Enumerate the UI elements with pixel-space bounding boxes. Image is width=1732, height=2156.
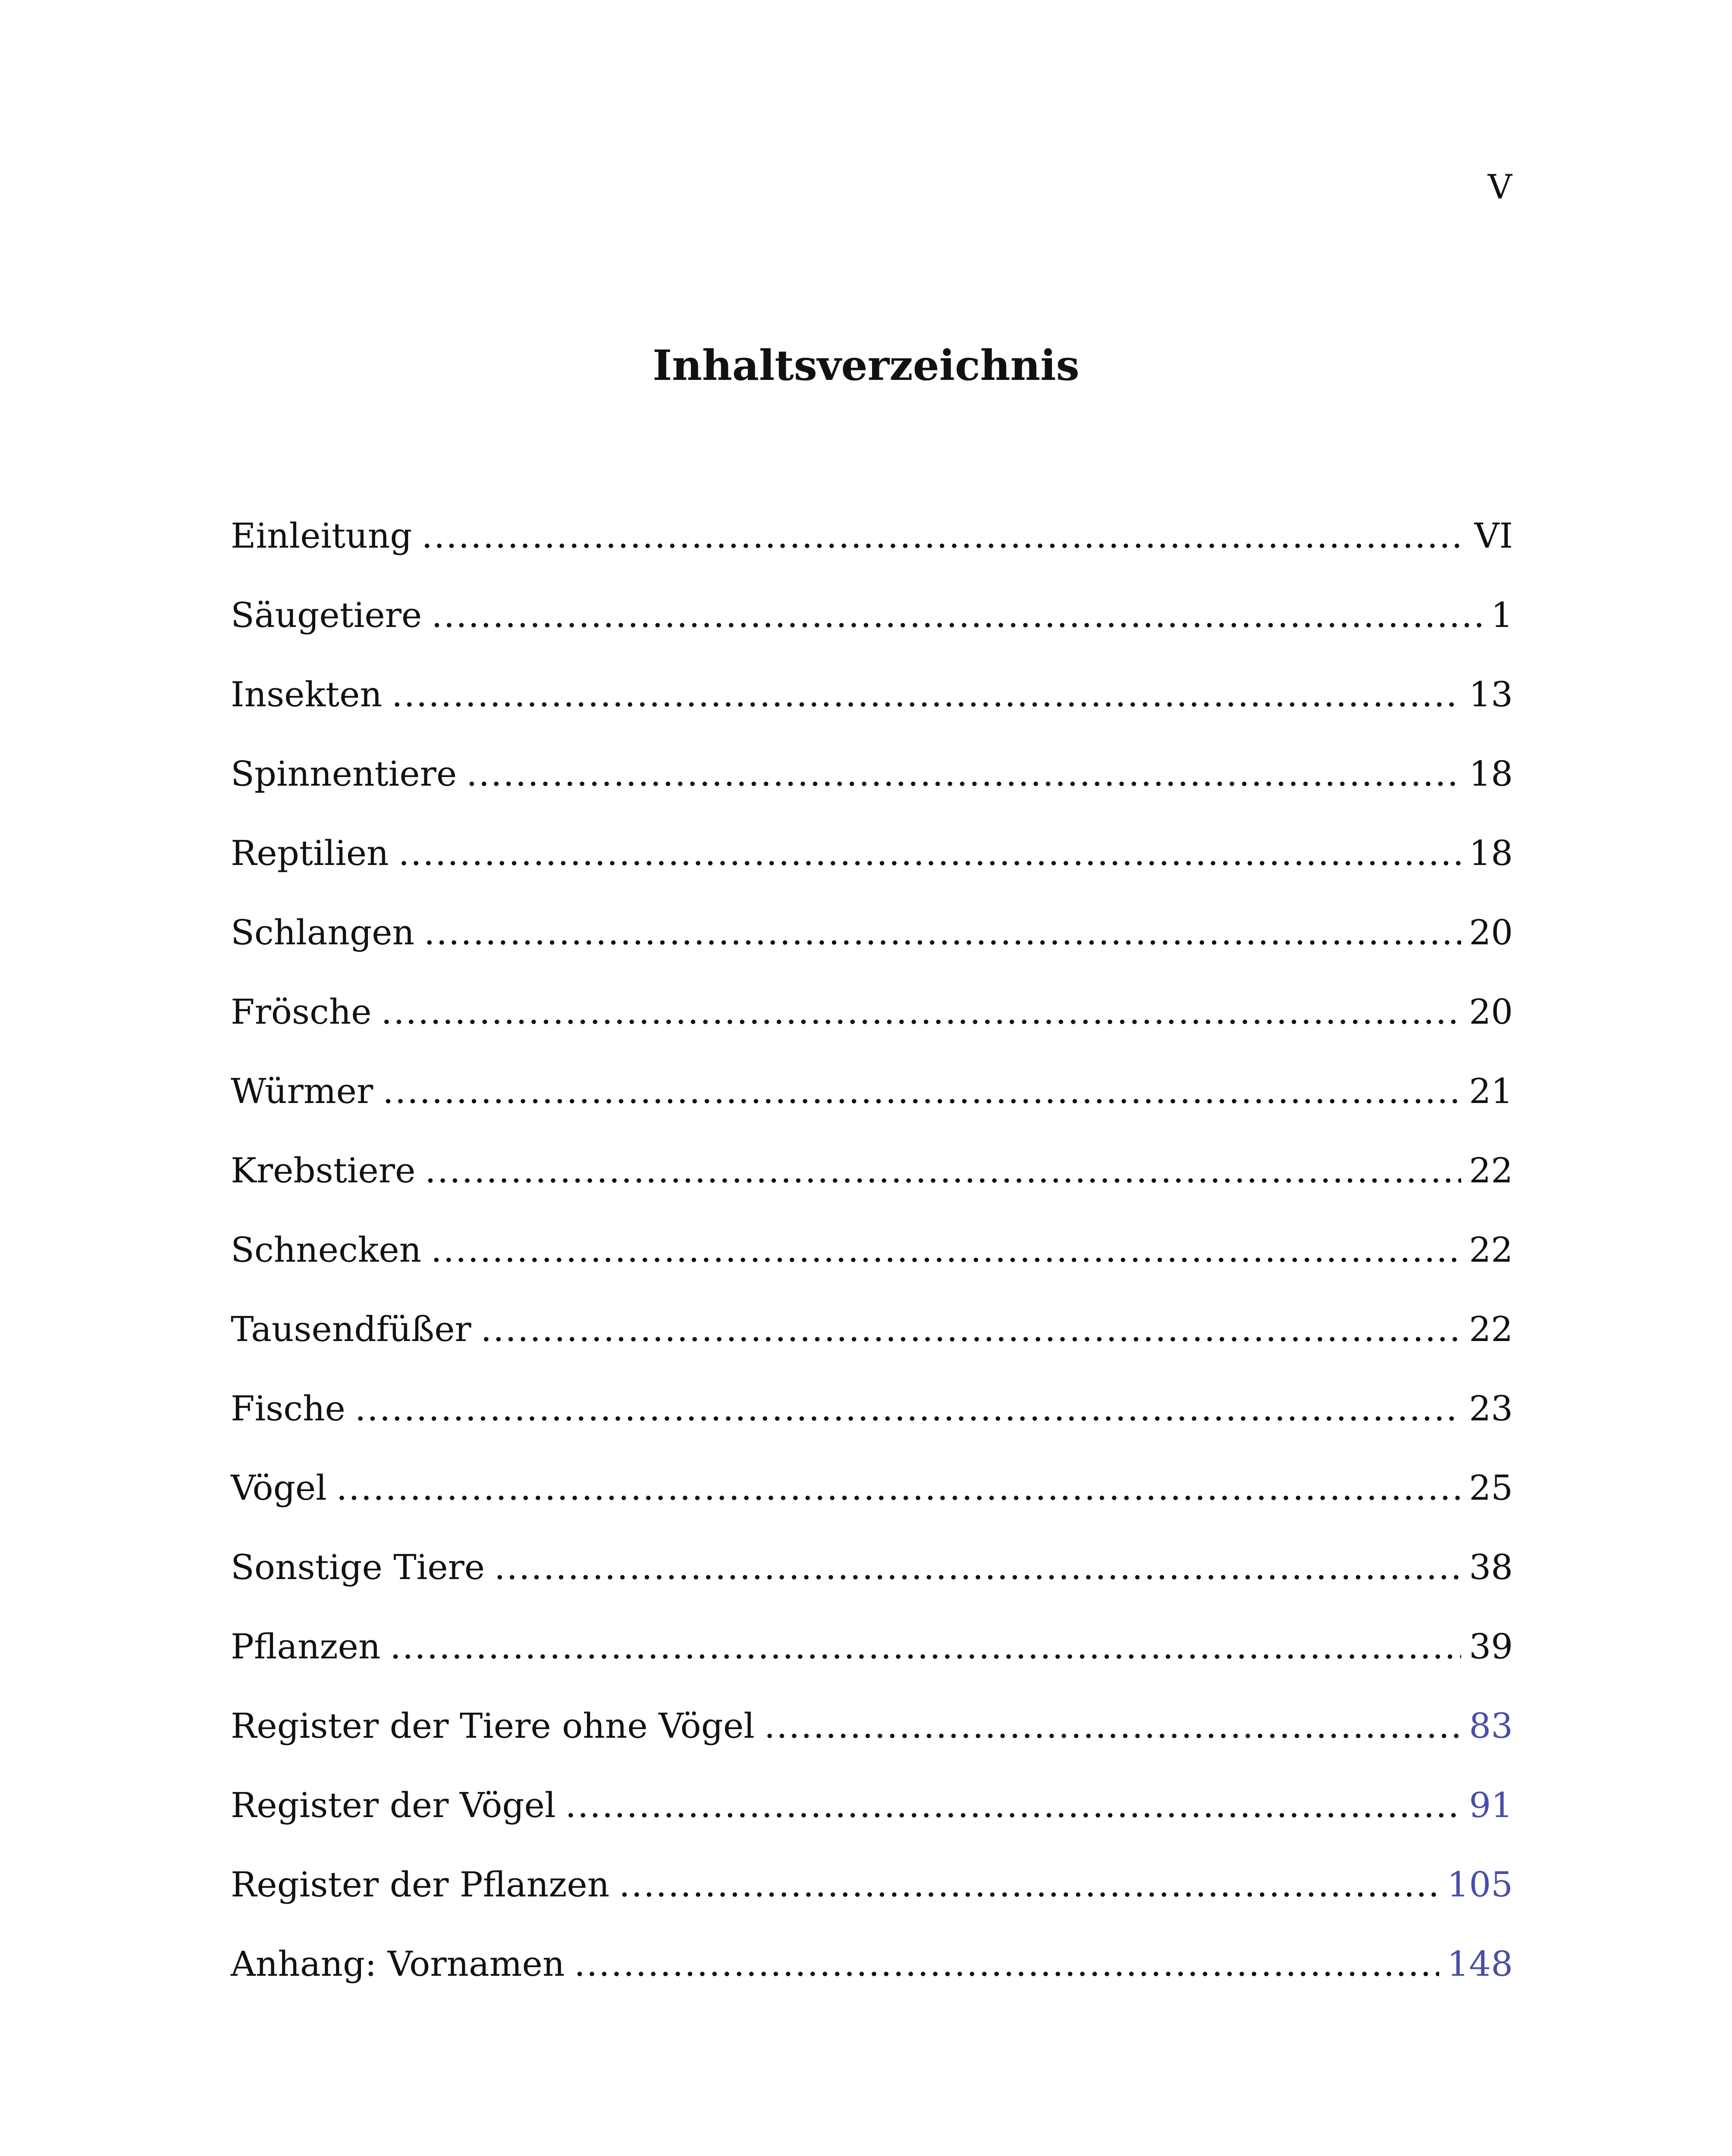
toc-leader-dots bbox=[619, 1857, 1439, 1913]
toc-entry-label: Einleitung bbox=[231, 516, 412, 556]
toc-leader-dots bbox=[574, 1936, 1439, 1992]
toc-entry-reptilien[interactable] bbox=[231, 825, 1513, 905]
toc-entry-label: Säugetiere bbox=[231, 595, 422, 635]
toc-leader-dots bbox=[383, 1063, 1461, 1119]
toc-entry-insekten[interactable] bbox=[231, 667, 1513, 746]
toc-leader-dots bbox=[565, 1777, 1462, 1833]
toc-leader-dots bbox=[764, 1698, 1461, 1754]
toc-entry-page: 21 bbox=[1469, 1071, 1513, 1111]
toc-entry-register-tiere[interactable] bbox=[231, 1698, 1513, 1777]
toc-entry-tausendfuesser[interactable] bbox=[231, 1301, 1513, 1381]
toc-entry-label: Register der Vögel bbox=[231, 1785, 556, 1825]
toc-entry-voegel[interactable] bbox=[231, 1460, 1513, 1539]
toc-entry-page: 39 bbox=[1469, 1626, 1513, 1667]
page-title: Inhaltsverzeichnis bbox=[653, 341, 1079, 390]
toc-entry-label: Vögel bbox=[231, 1468, 327, 1508]
toc-leader-dots bbox=[481, 1301, 1462, 1357]
toc-leader-dots bbox=[421, 508, 1466, 564]
toc-entry-register-voegel[interactable] bbox=[231, 1777, 1513, 1857]
toc-entry-page: 38 bbox=[1469, 1547, 1513, 1587]
toc-entry-page: 22 bbox=[1469, 1150, 1513, 1191]
toc-entry-froesche[interactable] bbox=[231, 984, 1513, 1063]
toc-entry-page: 1 bbox=[1491, 595, 1513, 635]
toc-entry-label: Register der Pflanzen bbox=[231, 1865, 610, 1905]
toc-entry-page: 20 bbox=[1469, 912, 1513, 953]
toc-leader-dots bbox=[392, 667, 1461, 723]
table-of-contents bbox=[231, 508, 1513, 2015]
toc-entry-page: 22 bbox=[1469, 1309, 1513, 1349]
toc-entry-page-link[interactable]: 83 bbox=[1469, 1706, 1513, 1746]
toc-entry-label: Anhang: Vornamen bbox=[231, 1944, 565, 1984]
toc-leader-dots bbox=[431, 587, 1483, 643]
toc-entry-label: Fische bbox=[231, 1388, 345, 1429]
toc-entry-krebstiere[interactable] bbox=[231, 1143, 1513, 1222]
toc-leader-dots bbox=[425, 1143, 1461, 1199]
toc-entry-label: Spinnentiere bbox=[231, 754, 457, 794]
toc-entry-label: Schlangen bbox=[231, 912, 415, 953]
toc-entry-label: Tausendfüßer bbox=[231, 1309, 471, 1349]
toc-entry-label: Reptilien bbox=[231, 833, 389, 873]
toc-entry-label: Schnecken bbox=[231, 1230, 422, 1270]
toc-leader-dots bbox=[494, 1539, 1461, 1595]
toc-entry-fische[interactable] bbox=[231, 1381, 1513, 1460]
toc-entry-page: 25 bbox=[1469, 1468, 1513, 1508]
toc-entry-page: VI bbox=[1474, 516, 1513, 556]
toc-entry-page-link[interactable]: 91 bbox=[1469, 1785, 1513, 1825]
toc-leader-dots bbox=[390, 1619, 1461, 1675]
toc-entry-page: 23 bbox=[1469, 1388, 1513, 1429]
toc-leader-dots bbox=[336, 1460, 1461, 1516]
toc-entry-einleitung[interactable] bbox=[231, 508, 1513, 587]
toc-entry-page: 18 bbox=[1469, 754, 1513, 794]
toc-entry-page: 20 bbox=[1469, 992, 1513, 1032]
toc-entry-pflanzen[interactable] bbox=[231, 1619, 1513, 1698]
toc-entry-wuermer[interactable] bbox=[231, 1063, 1513, 1143]
toc-entry-label: Würmer bbox=[231, 1071, 373, 1111]
toc-entry-label: Pflanzen bbox=[231, 1626, 381, 1667]
toc-entry-page-link[interactable]: 105 bbox=[1447, 1865, 1513, 1905]
toc-entry-anhang-vornamen[interactable] bbox=[231, 1936, 1513, 2015]
toc-entry-label: Sonstige Tiere bbox=[231, 1547, 485, 1587]
toc-leader-dots bbox=[466, 746, 1461, 802]
toc-entry-schlangen[interactable] bbox=[231, 905, 1513, 984]
toc-leader-dots bbox=[431, 1222, 1461, 1278]
toc-entry-spinnentiere[interactable] bbox=[231, 746, 1513, 825]
toc-entry-label: Register der Tiere ohne Vögel bbox=[231, 1706, 755, 1746]
toc-entry-schnecken[interactable] bbox=[231, 1222, 1513, 1301]
toc-entry-label: Insekten bbox=[231, 674, 383, 714]
toc-entry-label: Krebstiere bbox=[231, 1150, 416, 1191]
toc-entry-register-pflanzen[interactable] bbox=[231, 1857, 1513, 1936]
toc-leader-dots bbox=[355, 1381, 1461, 1437]
toc-entry-label: Frösche bbox=[231, 992, 372, 1032]
toc-leader-dots bbox=[424, 905, 1461, 961]
toc-entry-saeugetiere[interactable] bbox=[231, 587, 1513, 667]
toc-entry-page: 22 bbox=[1469, 1230, 1513, 1270]
toc-leader-dots bbox=[381, 984, 1462, 1040]
toc-leader-dots bbox=[398, 825, 1462, 881]
page-number: V bbox=[1487, 168, 1512, 207]
toc-entry-page: 13 bbox=[1469, 674, 1513, 714]
toc-entry-sonstige-tiere[interactable] bbox=[231, 1539, 1513, 1619]
toc-entry-page: 18 bbox=[1469, 833, 1513, 873]
toc-entry-page-link[interactable]: 148 bbox=[1447, 1944, 1513, 1984]
